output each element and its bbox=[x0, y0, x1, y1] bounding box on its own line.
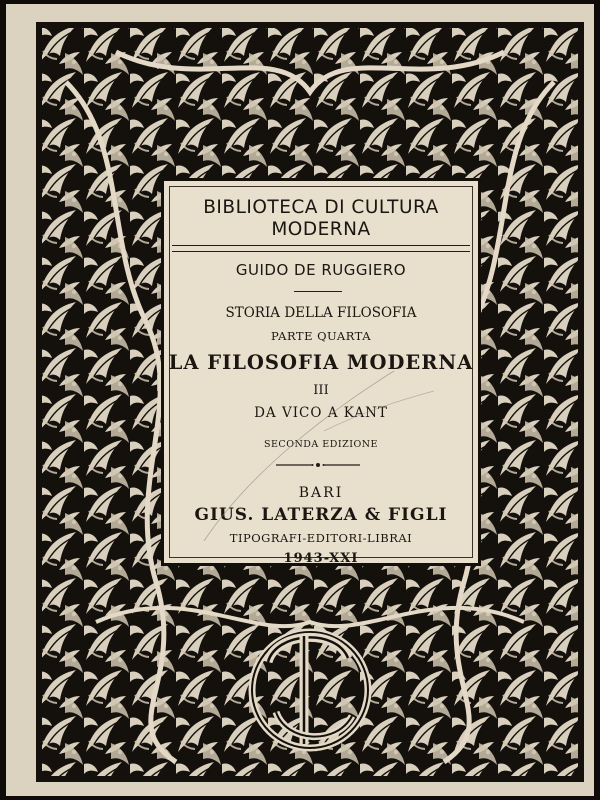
series-title bbox=[164, 197, 478, 241]
publication-year: 1943-XXI bbox=[283, 551, 359, 566]
double-rule-divider bbox=[172, 245, 470, 252]
ornament-divider bbox=[276, 461, 360, 469]
volume-number: III bbox=[313, 383, 329, 398]
short-rule-divider bbox=[294, 291, 342, 292]
series-line-1: BIBLIOTECA DI CULTURA bbox=[203, 197, 439, 218]
part-label: PARTE QUARTA bbox=[270, 329, 372, 343]
publisher-city: BARI bbox=[298, 485, 344, 501]
volume-title: LA FILOSOFIA MODERNA bbox=[168, 351, 474, 374]
publisher-name: GIUS. LATERZA & FIGLI bbox=[194, 505, 448, 525]
work-title: STORIA DELLA FILOSOFIA bbox=[225, 305, 417, 321]
publisher-trade: TIPOGRAFI-EDITORI-LIBRAI bbox=[229, 531, 413, 545]
edition-label: SECONDA EDIZIONE bbox=[263, 439, 378, 450]
author-name: GUIDO DE RUGGIERO bbox=[235, 261, 407, 279]
series-line-2: MODERNA bbox=[271, 219, 371, 240]
book-cover bbox=[6, 4, 594, 796]
title-panel bbox=[161, 178, 481, 566]
volume-subtitle: DA VICO A KANT bbox=[254, 405, 388, 421]
